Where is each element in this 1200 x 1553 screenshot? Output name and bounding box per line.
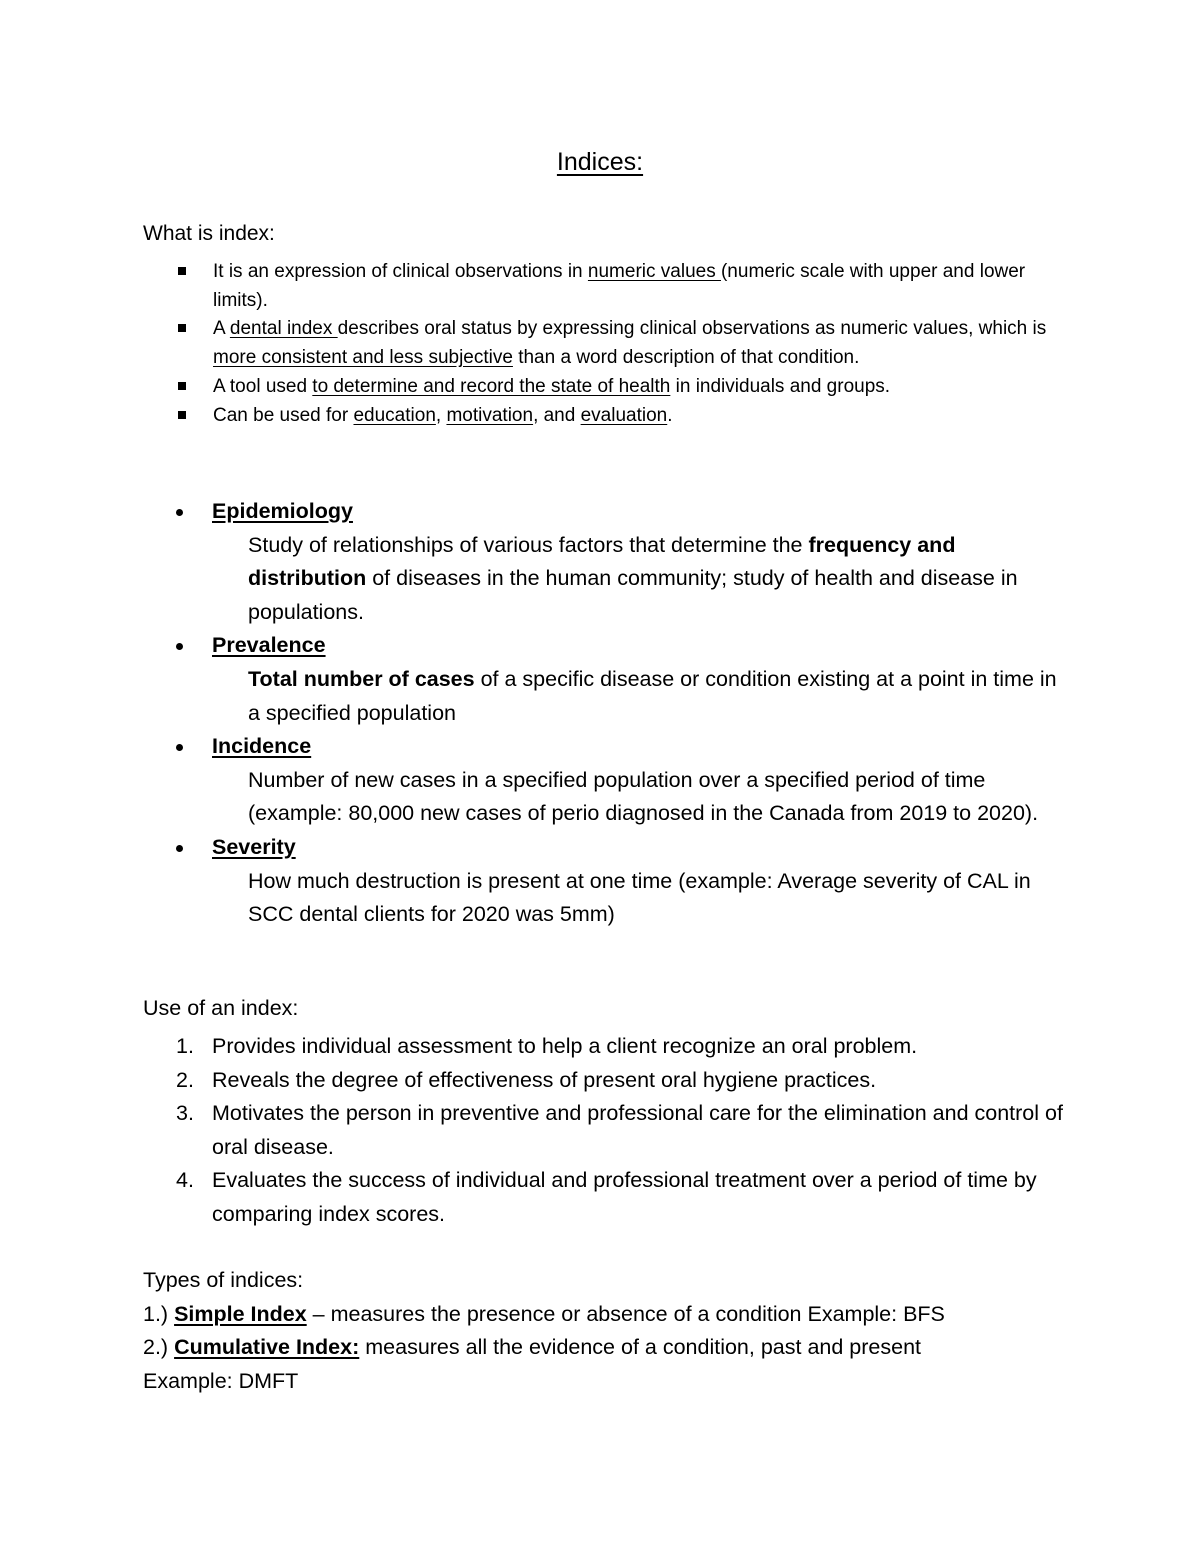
bullet-dot-icon: [176, 509, 183, 516]
term-severity: Severity: [212, 834, 296, 859]
definition-severity: [172, 831, 1072, 932]
list-item: It is an expression of clinical observations in numeric values (numeric scale with upper and lower limits).: [143, 258, 1063, 315]
list-item: A tool used to determine and record the state of health in individuals and groups.: [143, 373, 1063, 402]
types-section: [143, 1264, 1083, 1398]
definition-incidence: [172, 730, 1072, 831]
definition-text: How much destruction is present at one time (example: Average severity of CAL in SCC dental clients for 2020 was 5mm): [248, 868, 1031, 927]
square-bullet-icon: [178, 324, 186, 332]
square-bullet-icon: [178, 411, 186, 419]
list-item: A dental index describes oral status by expressing clinical observations as numeric values, which is more consistent and less subjective than a word description of that condition.: [143, 315, 1063, 372]
page-title: Indices:: [556, 148, 644, 176]
term-prevalence: Prevalence: [212, 633, 326, 658]
types-heading: Types of indices:: [143, 1268, 304, 1292]
definition-text: Study of relationships of various factors that determine the frequency and distribution of diseases in the human community; study of health and disease in populations.: [248, 532, 1018, 624]
definitions-list: [172, 495, 1072, 932]
use-heading: Use of an index:: [143, 996, 299, 1020]
simple-index-line: 1.) Simple Index – measures the presence or absence of a condition Example: BFS: [143, 1301, 945, 1326]
what-is-heading: What is index:: [143, 222, 275, 245]
list-item: 4. Evaluates the success of individual and professional treatment over a period of time by comparing index scores.: [176, 1168, 1037, 1226]
definition-prevalence: [172, 629, 1072, 730]
list-item: 1. Provides individual assessment to help a client recognize an oral problem.: [176, 1034, 918, 1058]
square-bullet-icon: [178, 382, 186, 390]
what-is-list: [143, 258, 1063, 430]
definition-text: Number of new cases in a specified population over a specified period of time (example: 80,000 new cases of perio diagnosed in the Canada from 2019 to 2020).: [248, 767, 1039, 826]
list-item: 2. Reveals the degree of effectiveness of present oral hygiene practices.: [176, 1067, 877, 1092]
list-item: 3. Motivates the person in preventive and professional care for the elimination and control of oral disease.: [176, 1101, 1063, 1159]
list-item: Can be used for education, motivation, and evaluation.: [143, 402, 1063, 431]
term-epidemiology: Epidemiology: [212, 499, 353, 523]
term-incidence: Incidence: [212, 734, 312, 759]
use-list: [143, 1030, 1083, 1232]
dmft-example: Example: DMFT: [143, 1368, 299, 1393]
bullet-dot-icon: [176, 744, 183, 751]
definition-epidemiology: [172, 495, 1072, 629]
square-bullet-icon: [178, 267, 186, 275]
bullet-dot-icon: [176, 643, 183, 650]
bullet-dot-icon: [176, 845, 183, 852]
cumulative-index-line: 2.) Cumulative Index: measures all the evidence of a condition, past and present: [143, 1335, 922, 1360]
definition-text: Total number of cases of a specific disease or condition existing at a point in time in a specified population: [248, 666, 1057, 725]
